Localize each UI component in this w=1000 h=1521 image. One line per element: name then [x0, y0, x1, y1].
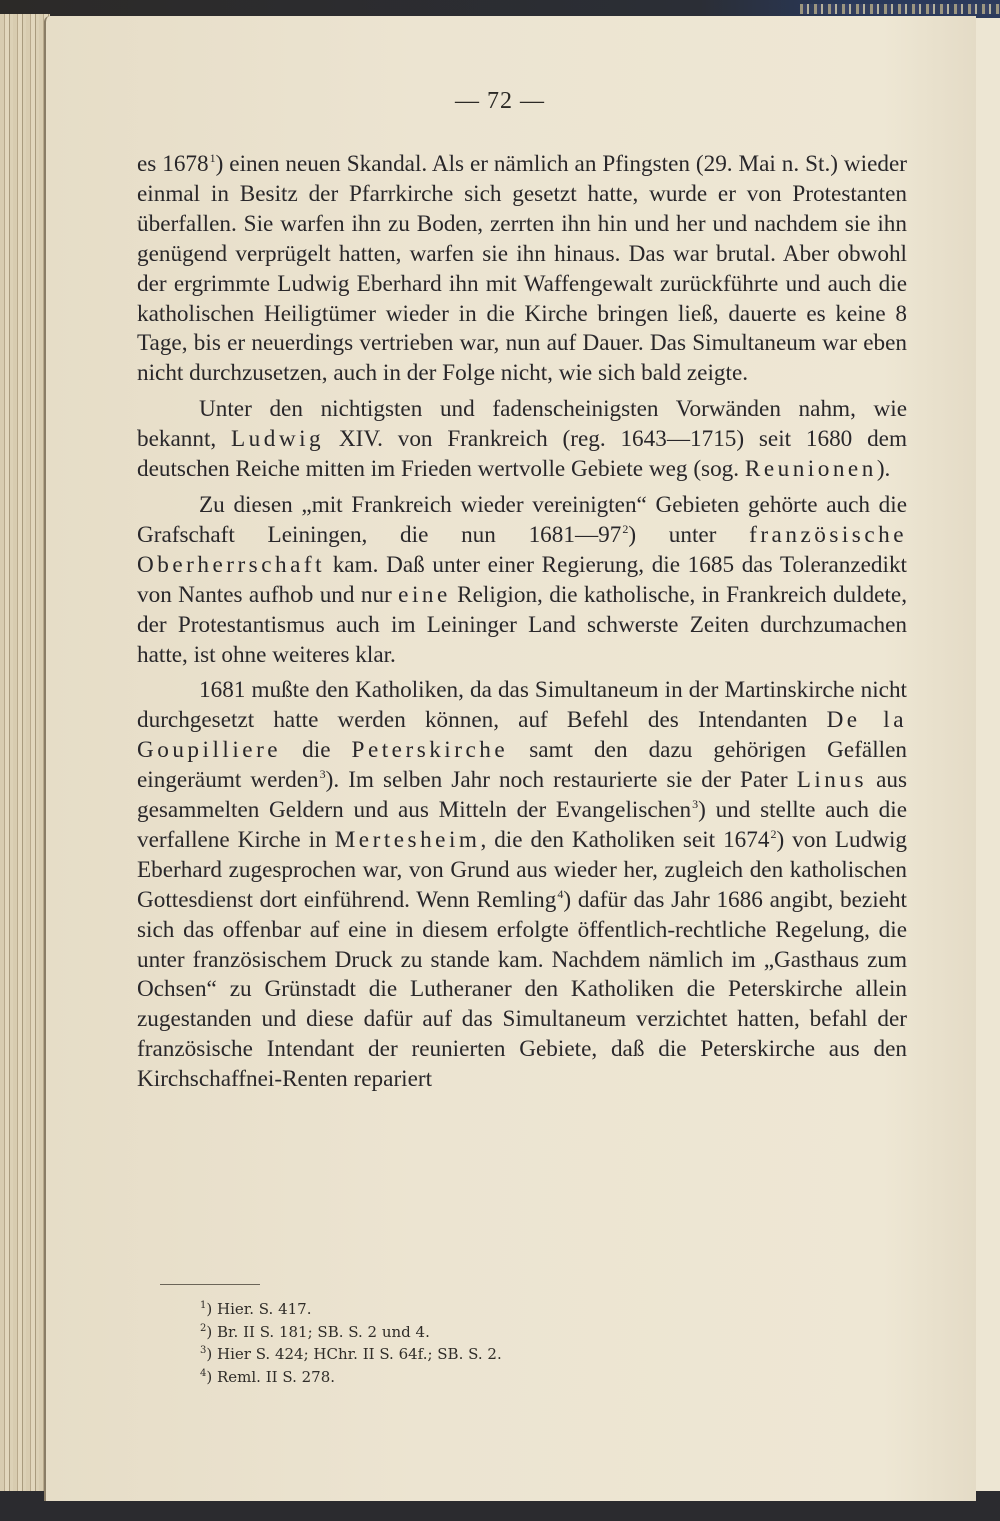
footnote [200, 1366, 800, 1389]
footnote [200, 1321, 800, 1344]
text-run: Religion, die katholische, in Frankreich duldete, der Protestantismus auch im Leininger Land schwerste Zeiten durchzumachen hatte, ist ohne weiteres klar. [137, 581, 907, 668]
text-run: es 1678 [137, 151, 209, 177]
emphasized-text: Linus [796, 767, 868, 794]
paragraph [137, 150, 907, 389]
footnote-text: ) Reml. II S. 278. [206, 1367, 336, 1386]
paragraph [137, 491, 907, 670]
footnote-reference: 2 [770, 826, 777, 841]
emphasized-text: Ludwig [231, 426, 325, 453]
text-run: Unter den nichtigsten und fadenscheinigsten Vorwänden nahm, wie bekannt, [137, 396, 907, 453]
paragraph [137, 395, 907, 485]
footnote-text: ) Br. II S. 181; SB. S. 2 und 4. [206, 1322, 430, 1341]
footnote [200, 1298, 800, 1321]
footnote-text: ) Hier. S. 417. [206, 1300, 312, 1318]
text-run: ). Im selben Jahr noch restaurierte sie der Pater [325, 767, 797, 794]
footnote-reference: 2 [622, 521, 629, 536]
page-stack-edge [0, 14, 50, 1494]
text-run: ) einen neuen Skandal. Als er nämlich an Pfingsten (29. Mai n. St.) wieder einmal in Besitz der Pfarrkirche sich gesetzt hatte, wurde er von Protestanten überfallen. Sie warfen ihn zu Boden, zerrten ihn hin und her und nachdem sie ihn genügend verprügelt hatten, warfen sie ihn hinaus. Das war brutal. Aber obwohl der ergrimmte Ludwig Eberhard ihn mit Waffengewalt zurückführte und auch die katholischen Heiligtümer wieder in die Kirche bringen ließ, dauerte es keine 8 Tage, bis er neuerdings vertrieben war, nun auf Dauer. Das Simultaneum war eben nicht durchzusetzen, auch in der Folge nicht, wie sich bald zeigte. [137, 151, 907, 387]
text-run: ) unter [628, 521, 750, 548]
footnote-reference: 3 [319, 767, 326, 782]
footnote-reference: 4 [557, 886, 564, 901]
footnote-divider [160, 1284, 260, 1285]
footnote-mark: 2 [200, 1322, 207, 1334]
text-run: 1681 mußte den Katholiken, da das Simultaneum in der Martinskirche nicht durchgesetzt hatte werden können, auf Befehl des Intendanten [137, 677, 907, 734]
gilt-spine-decoration [800, 4, 1000, 14]
emphasized-text: Peterskirche [351, 737, 509, 764]
text-run: ) von Ludwig Eberhard zugesprochen war, von Grund aus wieder her, zugleich den katholischen Gottesdienst dort einführend. Wenn Remling [137, 826, 908, 913]
emphasized-text: De la Goupilliere [137, 707, 907, 764]
footnote-mark: 1 [200, 1300, 207, 1311]
footnotes [200, 1298, 800, 1388]
text-run: samt den dazu gehörigen Gefällen eingeräumt werden [137, 737, 907, 794]
emphasized-text: eine [398, 581, 451, 608]
emphasized-text: französische Oberherrschaft [137, 521, 907, 578]
text-run: ) dafür das Jahr 1686 angibt, bezieht sich das offenbar auf eine in diesem erfolgte öffentlich-rechtliche Regelung, die unter französischem Druck zu stande kam. Nachdem nämlich im „Gasthaus zum Ochsen“ zu Grünstadt die Lutheraner den Katholiken die Peterskirche allein zugestanden und diese dafür auf das Simultaneum verzichtet hatten, befahl der französische Intendant der reunierten Gebiete, daß die Peterskirche aus den Kirchschaffnei-Renten repariert [137, 886, 907, 1093]
next-page-edge [972, 18, 1000, 1498]
footnote-mark: 3 [200, 1345, 207, 1356]
paragraph [137, 676, 907, 1095]
footnote [200, 1343, 800, 1366]
text-run: , die den Katholiken seit 1674 [480, 826, 770, 853]
text-run: Zu diesen „mit Frankreich wieder vereinigten“ Gebieten gehörte auch die Grafschaft Leiningen, die nun 1681—97 [137, 491, 907, 548]
footnote-mark: 4 [200, 1367, 207, 1379]
body-text [137, 150, 907, 1101]
footnote-reference: 3 [692, 797, 699, 812]
emphasized-text: Reunionen [744, 456, 877, 483]
text-run: ). [876, 456, 891, 483]
emphasized-text: Mertesheim [334, 826, 481, 853]
text-run: XIV. von Frankreich (reg. 1643—1715) seit 1680 dem deutschen Reiche mitten im Frieden wertvolle Gebiete weg (sog. [137, 426, 907, 483]
text-run: ) und stellte auch die verfallene Kirche in [137, 797, 907, 853]
footnote-reference: 1 [209, 151, 216, 165]
text-run: kam. Daß unter einer Regierung, die 1685 das Toleranzedikt von Nantes aufhob und nur [137, 551, 907, 608]
page-number: — 72 — [455, 88, 545, 114]
text-run: die [281, 737, 352, 764]
text-run: aus gesammelten Geldern und aus Mitteln der Evangelischen [137, 767, 907, 824]
footnote-text: ) Hier S. 424; HChr. II S. 64f.; SB. S. 2. [206, 1345, 502, 1363]
